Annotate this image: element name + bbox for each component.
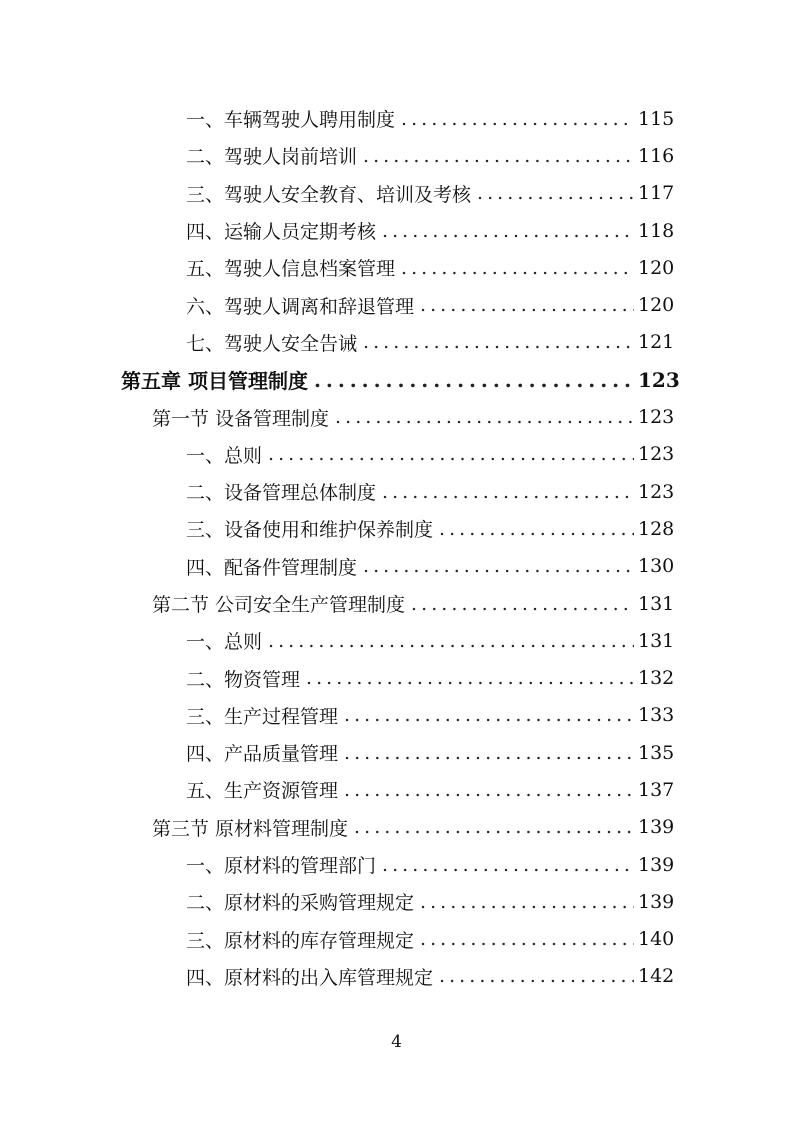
toc-entry-page: 139 xyxy=(638,890,675,913)
dot-leader xyxy=(439,518,634,540)
toc-entry-page: 120 xyxy=(638,294,675,317)
toc-entry-page: 137 xyxy=(638,778,675,801)
toc-entry-page: 128 xyxy=(638,517,675,540)
dot-leader xyxy=(420,891,634,913)
toc-entry-item[interactable] xyxy=(0,249,793,286)
toc-entry-title: 三、设备使用和维护保养制度 xyxy=(186,519,434,542)
dot-leader xyxy=(401,108,634,130)
dot-leader xyxy=(439,965,634,987)
toc-entry-title: 四、原材料的出入库管理规定 xyxy=(186,966,434,989)
toc-entry-title: 四、配备件管理制度 xyxy=(186,556,358,579)
dot-leader xyxy=(363,145,634,167)
toc-entry-item[interactable] xyxy=(0,697,793,734)
toc-entry-page: 139 xyxy=(638,853,675,876)
toc-entry-item[interactable] xyxy=(0,324,793,361)
toc-entry-page: 123 xyxy=(638,367,680,392)
toc-entry-page: 140 xyxy=(638,928,675,951)
dot-leader xyxy=(268,630,634,652)
toc-entry-item[interactable] xyxy=(0,175,793,212)
dot-leader xyxy=(363,331,634,353)
dot-leader xyxy=(335,406,634,428)
toc-entry-title: 五、驾驶人信息档案管理 xyxy=(186,258,396,281)
toc-entry-item[interactable] xyxy=(0,921,793,958)
toc-entry-item[interactable] xyxy=(0,622,793,659)
toc-entry-page: 142 xyxy=(638,965,675,988)
toc-entry-item[interactable] xyxy=(0,100,793,137)
toc-entry-item[interactable] xyxy=(0,510,793,547)
toc-entry-title: 一、车辆驾驶人聘用制度 xyxy=(186,109,396,132)
toc-entry-item[interactable] xyxy=(0,883,793,920)
toc-entry-item[interactable] xyxy=(0,137,793,174)
toc-entry-page: 123 xyxy=(638,480,675,503)
toc-entry-page: 133 xyxy=(638,704,675,727)
dot-leader xyxy=(401,257,634,279)
toc-entry-page: 115 xyxy=(638,107,675,130)
toc-entry-page: 117 xyxy=(638,182,675,205)
dot-leader xyxy=(382,481,634,503)
toc-entry-page: 116 xyxy=(638,144,675,167)
toc-entry-title: 第五章 项目管理制度 xyxy=(121,369,308,394)
dot-leader xyxy=(411,593,634,615)
dot-leader xyxy=(344,742,634,764)
dot-leader xyxy=(382,854,634,876)
toc-entry-page: 132 xyxy=(638,667,675,690)
toc-entry-title: 三、原材料的库存管理规定 xyxy=(186,929,415,952)
toc-entry-title: 六、驾驶人调离和辞退管理 xyxy=(186,295,415,318)
toc-entry-title: 第三节 原材料管理制度 xyxy=(152,817,349,840)
toc-entry-title: 七、驾驶人安全告诫 xyxy=(186,332,358,355)
toc-entry-page: 121 xyxy=(638,331,675,354)
toc-entry-title: 五、生产资源管理 xyxy=(186,780,339,803)
toc-entry-item[interactable] xyxy=(0,958,793,995)
toc-entry-page: 135 xyxy=(638,741,675,764)
toc-entry-item[interactable] xyxy=(0,846,793,883)
dot-leader xyxy=(420,294,634,316)
toc-entry-title: 一、总则 xyxy=(186,631,263,654)
toc-entry-section[interactable] xyxy=(0,809,793,846)
toc-entry-page: 118 xyxy=(638,219,675,242)
page-number: 4 xyxy=(391,1032,402,1052)
toc-entry-page: 139 xyxy=(638,816,675,839)
toc-entry-page: 130 xyxy=(638,555,675,578)
toc-entry-item[interactable] xyxy=(0,734,793,771)
toc-entry-title: 二、设备管理总体制度 xyxy=(186,482,377,505)
toc-entry-page: 120 xyxy=(638,256,675,279)
dot-leader xyxy=(354,816,634,838)
toc-entry-title: 四、运输人员定期考核 xyxy=(186,221,377,244)
toc-entry-title: 三、生产过程管理 xyxy=(186,705,339,728)
dot-leader xyxy=(382,220,634,242)
toc-entry-item[interactable] xyxy=(0,659,793,696)
table-of-contents xyxy=(0,100,793,995)
toc-entry-item[interactable] xyxy=(0,286,793,323)
dot-leader xyxy=(477,182,634,204)
toc-entry-item[interactable] xyxy=(0,473,793,510)
toc-entry-page: 131 xyxy=(638,592,675,615)
dot-leader xyxy=(420,928,634,950)
toc-entry-title: 第一节 设备管理制度 xyxy=(152,407,330,430)
dot-leader xyxy=(344,704,634,726)
toc-entry-title: 二、驾驶人岗前培训 xyxy=(186,146,358,169)
toc-entry-section[interactable] xyxy=(0,398,793,435)
toc-entry-title: 二、原材料的采购管理规定 xyxy=(186,892,415,915)
toc-entry-item[interactable] xyxy=(0,548,793,585)
toc-entry-title: 一、总则 xyxy=(186,444,263,467)
dot-leader xyxy=(268,443,634,465)
toc-entry-title: 第二节 公司安全生产管理制度 xyxy=(152,594,406,616)
toc-entry-page: 123 xyxy=(638,406,675,429)
toc-entry-title: 四、产品质量管理 xyxy=(186,743,339,766)
toc-entry-title: 二、物资管理 xyxy=(186,668,301,691)
toc-entry-item[interactable] xyxy=(0,212,793,249)
toc-entry-title: 三、驾驶人安全教育、培训及考核 xyxy=(186,183,472,206)
toc-entry-title: 一、原材料的管理部门 xyxy=(186,855,377,878)
dot-leader xyxy=(363,555,634,577)
toc-entry-item[interactable] xyxy=(0,436,793,473)
dot-leader xyxy=(306,667,634,689)
toc-entry-item[interactable] xyxy=(0,771,793,808)
dot-leader xyxy=(344,779,634,801)
toc-entry-page: 123 xyxy=(638,443,675,466)
toc-entry-chapter[interactable] xyxy=(0,361,793,398)
toc-entry-page: 131 xyxy=(638,629,675,652)
dot-leader xyxy=(314,368,634,392)
toc-entry-section[interactable] xyxy=(0,585,793,622)
